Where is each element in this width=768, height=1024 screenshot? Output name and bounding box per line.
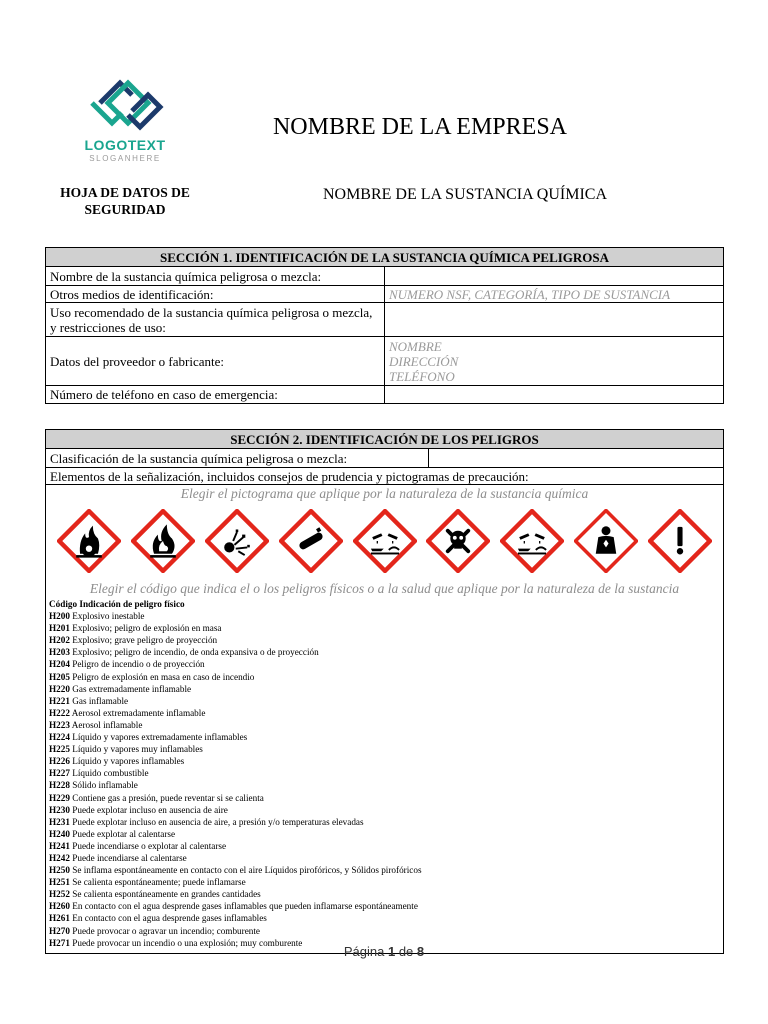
hazard-code-row	[49, 900, 720, 912]
oxidizer-icon[interactable]	[57, 509, 121, 573]
hazard-statement: Puede provocar o agravar un incendio; comburente	[72, 925, 260, 936]
hazard-statement: Gas extremadamente inflamable	[72, 683, 192, 694]
section-1-title: SECCIÓN 1. IDENTIFICACIÓN DE LA SUSTANCIA QUÍMICA PELIGROSA	[46, 248, 724, 267]
supplier-address-placeholder: DIRECCIÓN	[389, 353, 459, 369]
hazard-code: H220	[49, 683, 70, 694]
field-label-other-id: Otros medios de identificación:	[46, 286, 385, 303]
field-value-supplier[interactable]	[385, 337, 724, 386]
hazard-code: H225	[49, 744, 70, 755]
company-logo	[70, 70, 180, 170]
hazard-code: H252	[49, 889, 70, 900]
hazard-statement: Explosivo inestable	[72, 611, 145, 622]
hazard-statement: Puede incendiarse o explotar al calentarse	[72, 840, 227, 851]
hazard-code: H251	[49, 877, 70, 888]
hazard-statement: Explosivo; peligro de explosión en masa	[72, 623, 222, 634]
field-label-classification: Clasificación de la sustancia química peligrosa o mezcla:	[46, 449, 429, 468]
hazard-code: H231	[49, 816, 70, 827]
document-type: HOJA DE DATOS DE SEGURIDAD	[60, 185, 190, 217]
hazard-code-row	[49, 852, 720, 864]
hazard-code-list	[46, 596, 723, 953]
hazard-statement: Aerosol extremadamente inflamable	[71, 707, 206, 718]
footer-page-number: 1	[387, 944, 396, 959]
hazard-statement: Peligro de incendio o de proyección	[72, 659, 205, 670]
pictogram-row	[46, 501, 723, 581]
hazard-code: H270	[49, 925, 70, 936]
toxic-skull-icon[interactable]	[426, 509, 490, 573]
hazard-code: H241	[49, 840, 70, 851]
hazard-code: H205	[49, 671, 70, 682]
hazard-statement: Gas inflamable	[72, 695, 129, 706]
hazard-statement: En contacto con el agua desprende gases inflamables	[72, 913, 267, 924]
hazard-code-row	[49, 912, 720, 924]
hazard-code-row	[49, 634, 720, 646]
hazard-statement: Puede explotar incluso en ausencia de aire, a presión y/o temperaturas elevadas	[72, 816, 364, 827]
hazard-code: H250	[49, 865, 70, 876]
hazard-code-row	[49, 779, 720, 791]
substance-name: NOMBRE DE LA SUSTANCIA QUÍMICA	[322, 186, 608, 203]
hazard-code: H228	[49, 780, 70, 791]
hazard-code-row	[49, 755, 720, 767]
field-label-label-elements: Elementos de la señalización, incluidos consejos de prudencia y pictogramas de precaución:	[46, 468, 724, 485]
field-label-substance-name: Nombre de la sustancia química peligrosa o mezcla:	[46, 267, 385, 286]
field-value-substance-name[interactable]	[385, 267, 724, 286]
hazard-code: H242	[49, 852, 70, 863]
hazard-statement: Se calienta espontáneamente en grandes cantidades	[72, 889, 261, 900]
hazard-code: H223	[49, 719, 70, 730]
hazard-code-row	[49, 743, 720, 755]
flammable-icon[interactable]	[131, 509, 195, 573]
supplier-phone-placeholder: TELÉFONO	[389, 368, 455, 384]
explosive-icon[interactable]	[205, 509, 269, 573]
hazard-code-row	[49, 925, 720, 937]
hazard-statement: Líquido y vapores inflamables	[72, 756, 185, 767]
hazard-code-row	[49, 671, 720, 683]
hazard-statement: En contacto con el agua desprende gases inflamables que pueden inflamarse espontáneamente	[72, 901, 418, 912]
hazard-code-row	[49, 864, 720, 876]
hazard-code: H222	[49, 707, 70, 718]
exclamation-icon[interactable]	[648, 509, 712, 573]
hazard-code-row	[49, 622, 720, 634]
hazard-code-row	[49, 876, 720, 888]
hazard-statement: Puede provocar un incendio o una explosión; muy comburente	[72, 937, 303, 948]
hazard-code-row	[49, 610, 720, 622]
hazard-code-row	[49, 695, 720, 707]
hazard-code: H201	[49, 623, 70, 634]
hazard-code-row	[49, 646, 720, 658]
section-2-table	[45, 429, 724, 954]
hazard-code: H202	[49, 635, 70, 646]
pictogram-hint: Elegir el pictograma que aplique por la naturaleza de la sustancia química	[180, 486, 589, 501]
footer-page-total: 8	[416, 944, 425, 959]
hazard-code-row	[49, 683, 720, 695]
health-hazard-icon[interactable]	[574, 509, 638, 573]
hazard-code: H229	[49, 792, 70, 803]
hazard-code-row	[49, 731, 720, 743]
field-label-recommended-use: Uso recomendado de la sustancia química peligrosa o mezcla, y restricciones de uso:	[46, 303, 385, 337]
field-value-recommended-use[interactable]	[385, 303, 724, 337]
hazard-code: H227	[49, 768, 70, 779]
field-value-emergency-phone[interactable]	[385, 386, 724, 404]
hazard-code: H204	[49, 659, 70, 670]
hazard-statement: Puede explotar incluso en ausencia de aire	[72, 804, 228, 815]
logo-text: LOGOTEXT	[84, 137, 166, 153]
field-label-supplier: Datos del proveedor o fabricante:	[46, 337, 385, 386]
hazard-code: H271	[49, 937, 70, 948]
hazard-code-row	[49, 719, 720, 731]
hazard-statement: Se calienta espontáneamente; puede inflamarse	[72, 877, 246, 888]
section-1-table	[45, 247, 724, 404]
corrosive-icon[interactable]	[500, 509, 564, 573]
hazard-code: H200	[49, 611, 70, 622]
hazard-statement: Líquido combustible	[72, 768, 149, 779]
logo-slogan: SLOGANHERE	[89, 154, 161, 163]
hazard-statement: Aerosol inflamable	[71, 719, 143, 730]
hazard-statement: Peligro de explosión en masa en caso de incendio	[72, 671, 255, 682]
hazard-code-row	[49, 828, 720, 840]
section-2-title: SECCIÓN 2. IDENTIFICACIÓN DE LOS PELIGROS	[46, 430, 724, 449]
corrosive-icon[interactable]	[353, 509, 417, 573]
code-hint: Elegir el código que indica el o los peligros físicos o a la salud que aplique por la naturaleza de la sustancia	[89, 581, 680, 596]
company-name: NOMBRE DE LA EMPRESA	[272, 114, 568, 140]
field-label-emergency-phone: Número de teléfono en caso de emergencia:	[46, 386, 385, 404]
hazard-statement: Contiene gas a presión, puede reventar si se calienta	[72, 792, 264, 803]
hazard-statement: Puede explotar al calentarse	[72, 828, 176, 839]
gas-cylinder-icon[interactable]	[279, 509, 343, 573]
hazard-code: H240	[49, 828, 70, 839]
hazard-code: H261	[49, 913, 70, 924]
hazard-code-row	[49, 658, 720, 670]
hazard-code-row	[49, 816, 720, 828]
hazard-code: H260	[49, 901, 70, 912]
hazard-statement: Líquido y vapores muy inflamables	[72, 744, 203, 755]
hazard-code: H226	[49, 756, 70, 767]
page-footer	[0, 944, 768, 959]
footer-prefix: Página	[343, 944, 385, 959]
hazard-code-row	[49, 840, 720, 852]
hazard-code: H224	[49, 732, 70, 743]
field-value-classification[interactable]	[429, 449, 724, 468]
hazard-statement: Explosivo; peligro de incendio, de onda expansiva o de proyección	[72, 647, 319, 658]
codes-header: Código Indicación de peligro físico	[49, 599, 185, 609]
hazard-code-row	[49, 804, 720, 816]
field-value-other-id[interactable]: NUMERO NSF, CATEGORÍA, TIPO DE SUSTANCIA	[385, 286, 724, 303]
hazard-statement: Líquido y vapores extremadamente inflamables	[72, 732, 248, 743]
hazard-code-row	[49, 792, 720, 804]
logo-mark-icon	[70, 70, 180, 136]
hazard-code-row	[49, 707, 720, 719]
footer-sep: de	[398, 944, 414, 959]
hazard-statement: Puede incendiarse al calentarse	[72, 852, 187, 863]
hazard-statement: Se inflama espontáneamente en contacto con el aire Líquidos pirofóricos, y Sólidos pirofóricos	[72, 865, 422, 876]
hazard-code-row	[49, 888, 720, 900]
hazard-statement: Sólido inflamable	[72, 780, 138, 791]
hazard-code: H230	[49, 804, 70, 815]
hazard-code-row	[49, 767, 720, 779]
hazard-code: H203	[49, 647, 70, 658]
supplier-name-placeholder: NOMBRE	[389, 338, 442, 354]
hazard-code: H221	[49, 695, 70, 706]
hazard-statement: Explosivo; grave peligro de proyección	[72, 635, 218, 646]
